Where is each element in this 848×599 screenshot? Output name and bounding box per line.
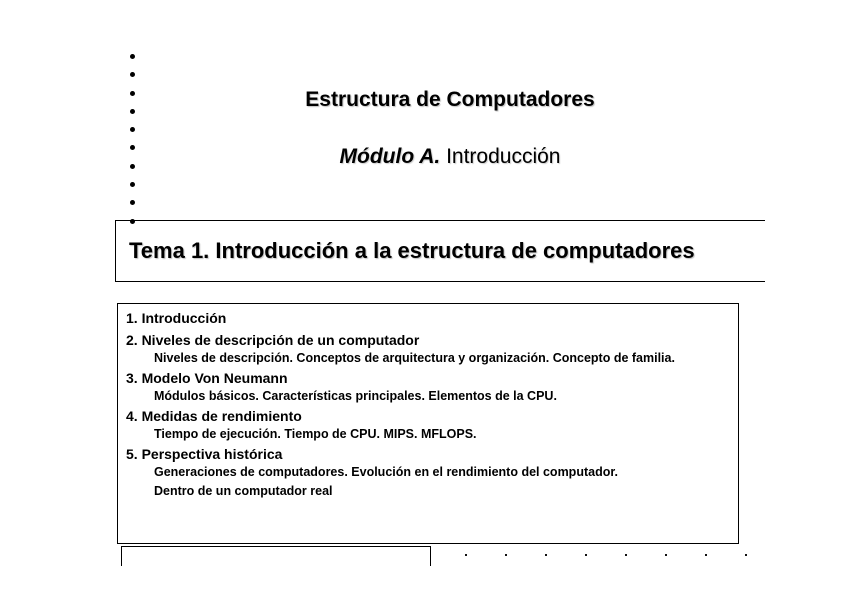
toc-item-1 (126, 310, 730, 327)
module-label: Módulo A. (339, 145, 441, 168)
table-of-contents (117, 303, 739, 544)
toc-detail: Dentro de un computador real (154, 484, 333, 498)
document-title: Estructura de Computadores (305, 88, 595, 111)
bullet-column (128, 48, 140, 231)
module-subtitle (240, 145, 660, 169)
tema-box (115, 220, 765, 282)
dotted-rule (446, 554, 766, 556)
toc-item-3 (126, 370, 730, 403)
bullet-dot (130, 164, 135, 169)
toc-item-4 (126, 408, 730, 441)
toc-detail: Módulos básicos. Características principales. Elementos de la CPU. (154, 389, 557, 403)
toc-heading: 3. Modelo Von Neumann (126, 370, 288, 386)
bullet-dot (130, 127, 135, 132)
toc-item-5 (126, 446, 730, 498)
toc-item-2 (126, 332, 730, 365)
toc-heading: 5. Perspectiva histórica (126, 446, 283, 462)
toc-detail: Generaciones de computadores. Evolución en el rendimiento del computador. (154, 465, 618, 479)
tema-title: Tema 1. Introducción a la estructura de computadores (129, 238, 695, 263)
toc-heading: 1. Introducción (126, 310, 227, 326)
next-section-box (121, 546, 431, 566)
bullet-dot (130, 145, 135, 150)
toc-detail: Niveles de descripción. Conceptos de arquitectura y organización. Concepto de familia. (154, 351, 675, 365)
bullet-dot (130, 109, 135, 114)
toc-detail: Tiempo de ejecución. Tiempo de CPU. MIPS. MFLOPS. (154, 427, 477, 441)
bullet-dot (130, 91, 135, 96)
toc-heading: 4. Medidas de rendimiento (126, 408, 302, 424)
module-name: Introducción (446, 145, 561, 168)
bullet-dot (130, 182, 135, 187)
toc-heading: 2. Niveles de descripción de un computador (126, 332, 420, 348)
bullet-dot (130, 200, 135, 205)
bullet-dot (130, 54, 135, 59)
bullet-dot (130, 72, 135, 77)
